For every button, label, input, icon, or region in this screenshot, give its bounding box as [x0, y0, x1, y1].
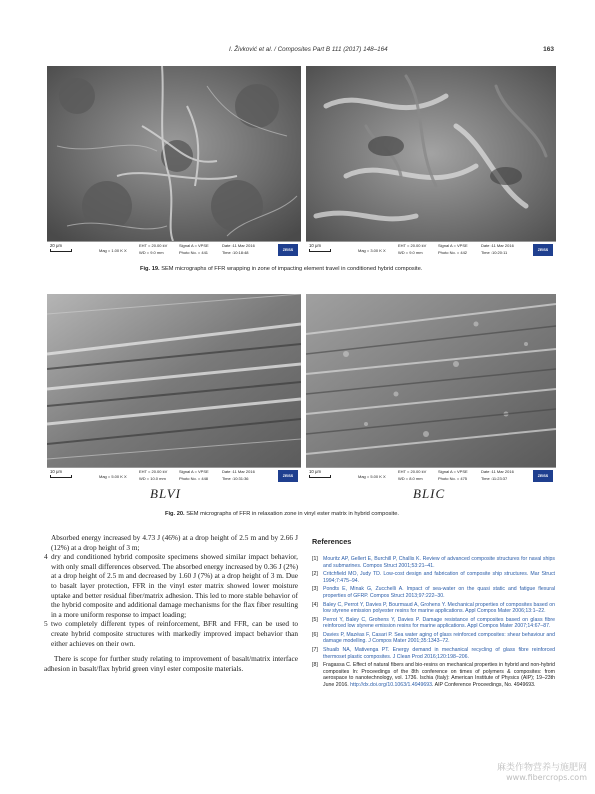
- list-continuation: Absorbed energy increased by 4.73 J (46%) at a drop height of 2.5 m and by 2.66 J (12%) at a drop height of 3 m;: [51, 533, 298, 552]
- magnification: Mag = 1.00 K X: [99, 248, 127, 253]
- list-item: [44, 552, 298, 619]
- figure-caption-19: [140, 266, 422, 272]
- signal: Signal A = VPSE: [179, 469, 209, 474]
- doi-link[interactable]: http://dx.doi.org/10.1063/1.4949693: [350, 681, 433, 688]
- list-number: 5: [44, 619, 48, 629]
- watermark: [497, 760, 587, 782]
- reference-item: [7] Shuaib NA, Mativenga PT. Energy demand in mechanical recycling of glass fibre reinforced thermoset plastic composites. J Clean Prod 2016;120:198–206.: [312, 647, 555, 660]
- scale-bar: 10 μm: [309, 469, 339, 478]
- photo-number: Photo No. = 448: [179, 476, 209, 481]
- reference-item: [6] Davies P, Mazéas F, Casari P. Sea water aging of glass reinforced composites: shear behaviour and damage modelling. J Compos Mater 2001;35:1343–72.: [312, 631, 555, 645]
- closing-paragraph: There is scope for further study relating to improvement of basalt/matrix interface adhesion in basalt/flax hybrid green vinyl ester composite materials.: [44, 654, 298, 673]
- sem-micrograph-fig19-left: [47, 66, 301, 257]
- watermark-chinese: 麻类作物营养与施肥网: [496, 763, 587, 773]
- zeiss-logo: ZEISS: [533, 244, 553, 256]
- reference-tail: . AIP Conference Proceedings, No. 4949693.: [432, 681, 536, 688]
- working-distance: WD = 10.0 mm: [139, 476, 166, 481]
- magnification: Mag = 5.00 K X: [358, 474, 386, 479]
- photo-number: Photo No. = 475: [438, 476, 468, 481]
- journal-reference: I. Živković et al. / Composites Part B 111 (2017) 148–164: [229, 46, 388, 53]
- zeiss-logo: ZEISS: [278, 244, 298, 256]
- signal: Signal A = VPSE: [438, 243, 468, 248]
- conclusions-list: [44, 552, 298, 648]
- page-number: 163: [543, 46, 554, 53]
- scale-bar: 20 μm: [50, 243, 80, 252]
- reference-item: [5] Perrot Y, Baley C, Grohens Y, Davies P. Damage resistance of composites based on glass fibre reinforced low styrene emission resins for marine applications. Appl Compos Mater 2007;14:67–87.: [312, 616, 555, 630]
- zeiss-logo: ZEISS: [278, 470, 298, 482]
- scale-bar: 10 μm: [50, 469, 80, 478]
- zeiss-logo: ZEISS: [533, 470, 553, 482]
- eht-value: EHT = 20.00 kV: [139, 469, 168, 474]
- time: Time :10:18:48: [222, 250, 249, 255]
- date: Date :11 Mar 2016: [481, 243, 514, 248]
- watermark-url: www.fibercrops.com: [506, 773, 587, 782]
- caption-text: SEM micrographs of FFR in relaxation zone in vinyl ester matrix in hybrid composite.: [186, 511, 399, 517]
- reference-link[interactable]: Perrot Y, Baley C, Grohens Y, Davies P. Damage resistance of composites based on glass fibre reinforced low styrene emission resins for marine applications. Appl Compos Mater 2007;14:67–87.: [323, 616, 555, 630]
- working-distance: WD = 8.0 mm: [398, 476, 423, 481]
- reference-link[interactable]: Baley C, Perrot Y, Davies P, Bourmaud A, Grohens Y. Mechanical properties of composites based on low styrene emission polyester resins for marine applications. Appl Compos Mater 2006;13:1–22.: [323, 601, 555, 615]
- time: Time :10:31:36: [222, 476, 249, 481]
- panel-label-blic: BLIC: [413, 486, 446, 501]
- magnification: Mag = 3.00 K X: [358, 248, 386, 253]
- reference-link[interactable]: Critchfield MO, Judy TD. Low-cost design and fabrication of composite ship structures. Mar Struct 1994;7:475–94.: [323, 571, 555, 584]
- panel-label-blvi: BLVI: [150, 486, 181, 501]
- reference-link[interactable]: Pondts E, Minak G, Zucchelli A. Impact of sea-water on the quasi static and fatigue flexural properties of GFRP. Compos Struct 2013;97:222–30.: [323, 586, 555, 599]
- sem-data-bar: [306, 241, 556, 257]
- magnification: Mag = 5.00 K X: [99, 474, 127, 479]
- eht-value: EHT = 20.00 kV: [398, 243, 427, 248]
- sem-data-bar: [47, 241, 301, 257]
- list-text: two completely different types of reinforcement, BFR and FFR, can be used to create hybrid composite structures with markedly improved impact behavior than either achieves on their own.: [51, 619, 298, 648]
- eht-value: EHT = 20.00 kV: [398, 469, 427, 474]
- micrograph-image: [306, 294, 556, 467]
- reference-link[interactable]: Mouritz AP, Gellert E, Burchill P, Challis K. Review of advanced composite structures for naval ships and submarines. Compos Struct 2001;53:21–41.: [323, 556, 555, 569]
- working-distance: WD = 9.0 mm: [139, 250, 164, 255]
- signal: Signal A = VPSE: [179, 243, 209, 248]
- time: Time :11:23:37: [481, 476, 508, 481]
- reference-link[interactable]: Shuaib NA, Mativenga PT. Energy demand in mechanical recycling of glass fibre reinforced thermoset plastic composites. J Clean Prod 2016;120:198–206.: [323, 647, 555, 660]
- photo-number: Photo No. = 442: [438, 250, 468, 255]
- caption-label: Fig. 20.: [165, 511, 185, 517]
- date: Date :11 Mar 2016: [481, 469, 514, 474]
- scale-bar: 10 μm: [309, 243, 339, 252]
- reference-item: [1] Mouritz AP, Gellert E, Burchill P, Challis K. Review of advanced composite structures for naval ships and submarines. Compos Struct 2001;53:21–41.: [312, 556, 555, 569]
- sem-micrograph-fig20-right: [306, 294, 556, 483]
- sem-micrograph-fig19-right: [306, 66, 556, 257]
- list-item: [44, 619, 298, 648]
- reference-item: [8] Fragassa C. Effect of natural fibers and bio-resins on mechanical properties in hybrid and non-hybrid composites In: Proceedings of the 8th conference on times of polymers & composites: from aerospace to nanotechnology, vol. 1736. Ischia (Italy): American Institute of Physics (AIP); 19–23th June 2016. http://dx.doi.org/10.1063/1.4949693. AIP Conference Proceedings, No. 4949693.: [312, 662, 555, 688]
- micrograph-image: [47, 66, 301, 241]
- reference-text: Fragassa C. Effect of natural fibers and bio-resins on mechanical properties in hybrid and non-hybrid composites In: Proceedings of the 8th conference on times of polymers & composites: from aerospace to nanotechnology, vol. 1736. Ischia (Italy): American Institute of Physics (AIP); 19–23th June 2016.: [323, 662, 555, 688]
- caption-label: Fig. 19.: [140, 266, 160, 272]
- figure-caption-20: [165, 511, 399, 517]
- body-text-column: [44, 533, 298, 673]
- time: Time :10:20:11: [481, 250, 508, 255]
- reference-link[interactable]: Davies P, Mazéas F, Casari P. Sea water aging of glass reinforced composites: shear behaviour and damage modelling. J Compos Mater 2001;35:1343–72.: [323, 631, 555, 645]
- references-section: [312, 537, 555, 691]
- reference-item: [2] Critchfield MO, Judy TD. Low-cost design and fabrication of composite ship structures. Mar Struct 1994;7:475–94.: [312, 571, 555, 584]
- micrograph-image: [306, 66, 556, 241]
- caption-text: SEM micrographs of FFR wrapping in zone of impacting element travel in conditioned hybrid composite.: [161, 266, 423, 272]
- reference-item: [3] Pondts E, Minak G, Zucchelli A. Impact of sea-water on the quasi static and fatigue flexural properties of GFRP. Compos Struct 2013;97:222–30.: [312, 586, 555, 599]
- sem-micrograph-fig20-left: [47, 294, 301, 483]
- working-distance: WD = 9.0 mm: [398, 250, 423, 255]
- list-text: dry and conditioned hybrid composite specimens showed similar impact behavior, with only small differences observed. The absorbed energy increased by 0.36 J (2%) at a drop height of 2.5 m and decreased by 1.60 J (7%) at a drop height of 3 m. Due to basalt layer protection, FFR in the vinyl ester matrix showed lower moisture uptake and better residual fiber/matrix adhesion. This led to more stable behavior of the hybrid composite and additional damage mechanisms for the flax fiber resulting in a more uniform response to impact loading;: [51, 552, 298, 619]
- references-heading: References: [312, 537, 352, 546]
- list-number: 4: [44, 552, 48, 562]
- sem-data-bar: [47, 467, 301, 483]
- sem-data-bar: [306, 467, 556, 483]
- eht-value: EHT = 20.00 kV: [139, 243, 168, 248]
- date: Date :11 Mar 2016: [222, 469, 255, 474]
- running-head: [44, 46, 554, 58]
- signal: Signal A = VPSE: [438, 469, 468, 474]
- micrograph-image: [47, 294, 301, 467]
- photo-number: Photo No. = 441: [179, 250, 209, 255]
- date: Date :11 Mar 2016: [222, 243, 255, 248]
- reference-item: [4] Baley C, Perrot Y, Davies P, Bourmaud A, Grohens Y. Mechanical properties of composites based on low styrene emission polyester resins for marine applications. Appl Compos Mater 2006;13:1–22.: [312, 601, 555, 615]
